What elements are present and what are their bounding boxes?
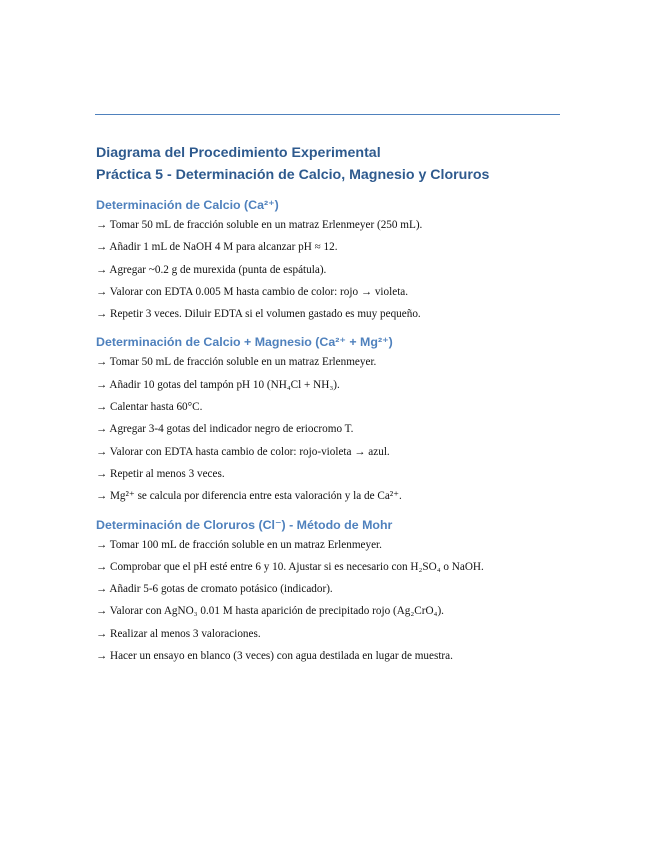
step-item: → Añadir 1 mL de NaOH 4 M para alcanzar pH ≈ 12. xyxy=(96,241,338,254)
document-body xyxy=(96,142,566,667)
step-item: → Mg²⁺ se calcula por diferencia entre esta valoración y la de Ca²⁺. xyxy=(96,490,402,503)
step-item: → Valorar con EDTA 0.005 M hasta cambio de color: rojo → violeta. xyxy=(96,285,409,298)
section-heading-cloruros: Determinación de Cloruros (Cl⁻) - Método de Mohr xyxy=(96,517,393,532)
header-rule xyxy=(95,114,560,115)
step-list-cloruros xyxy=(96,534,566,668)
step-item: → Repetir al menos 3 veces. xyxy=(96,467,225,480)
step-item: → Tomar 50 mL de fracción soluble en un matraz Erlenmeyer. xyxy=(96,356,377,369)
section-calcio-magnesio xyxy=(96,333,566,507)
step-item: → Valorar con AgNO₃ 0.01 M hasta aparición de precipitado rojo (Ag₂CrO₄). xyxy=(96,605,444,618)
section-heading-calcio: Determinación de Calcio (Ca²⁺) xyxy=(96,198,279,212)
step-list-calcio-magnesio xyxy=(96,351,566,507)
document-subtitle: Práctica 5 - Determinación de Calcio, Magnesio y Cloruros xyxy=(96,167,490,183)
step-item: → Repetir 3 veces. Diluir EDTA si el volumen gastado es muy pequeño. xyxy=(96,308,421,321)
step-item: → Añadir 5-6 gotas de cromato potásico (indicador). xyxy=(96,583,333,596)
step-list-calcio xyxy=(96,214,566,325)
document-title: Diagrama del Procedimiento Experimental xyxy=(96,145,381,161)
step-item: → Agregar ~0.2 g de murexida (punta de espátula). xyxy=(96,263,327,276)
step-item: → Añadir 10 gotas del tampón pH 10 (NH₄Cl + NH₃). xyxy=(96,378,340,391)
step-item: → Realizar al menos 3 valoraciones. xyxy=(96,627,261,640)
section-calcio xyxy=(96,196,566,325)
step-item: → Tomar 50 mL de fracción soluble en un matraz Erlenmeyer (250 mL). xyxy=(96,219,423,231)
step-item: → Comprobar que el pH esté entre 6 y 10. Ajustar si es necesario con H₂SO₄ o NaOH. xyxy=(96,560,484,573)
step-item: → Valorar con EDTA hasta cambio de color: rojo-violeta → azul. xyxy=(96,445,390,458)
step-item: → Agregar 3-4 gotas del indicador negro de eriocromo T. xyxy=(96,423,354,436)
step-item: → Calentar hasta 60°C. xyxy=(96,401,203,414)
step-item: → Tomar 100 mL de fracción soluble en un matraz Erlenmeyer. xyxy=(96,538,382,551)
section-heading-calcio-magnesio: Determinación de Calcio + Magnesio (Ca²⁺ + Mg²⁺) xyxy=(96,335,393,350)
step-item: → Hacer un ensayo en blanco (3 veces) con agua destilada en lugar de muestra. xyxy=(96,650,453,663)
section-cloruros xyxy=(96,516,566,668)
